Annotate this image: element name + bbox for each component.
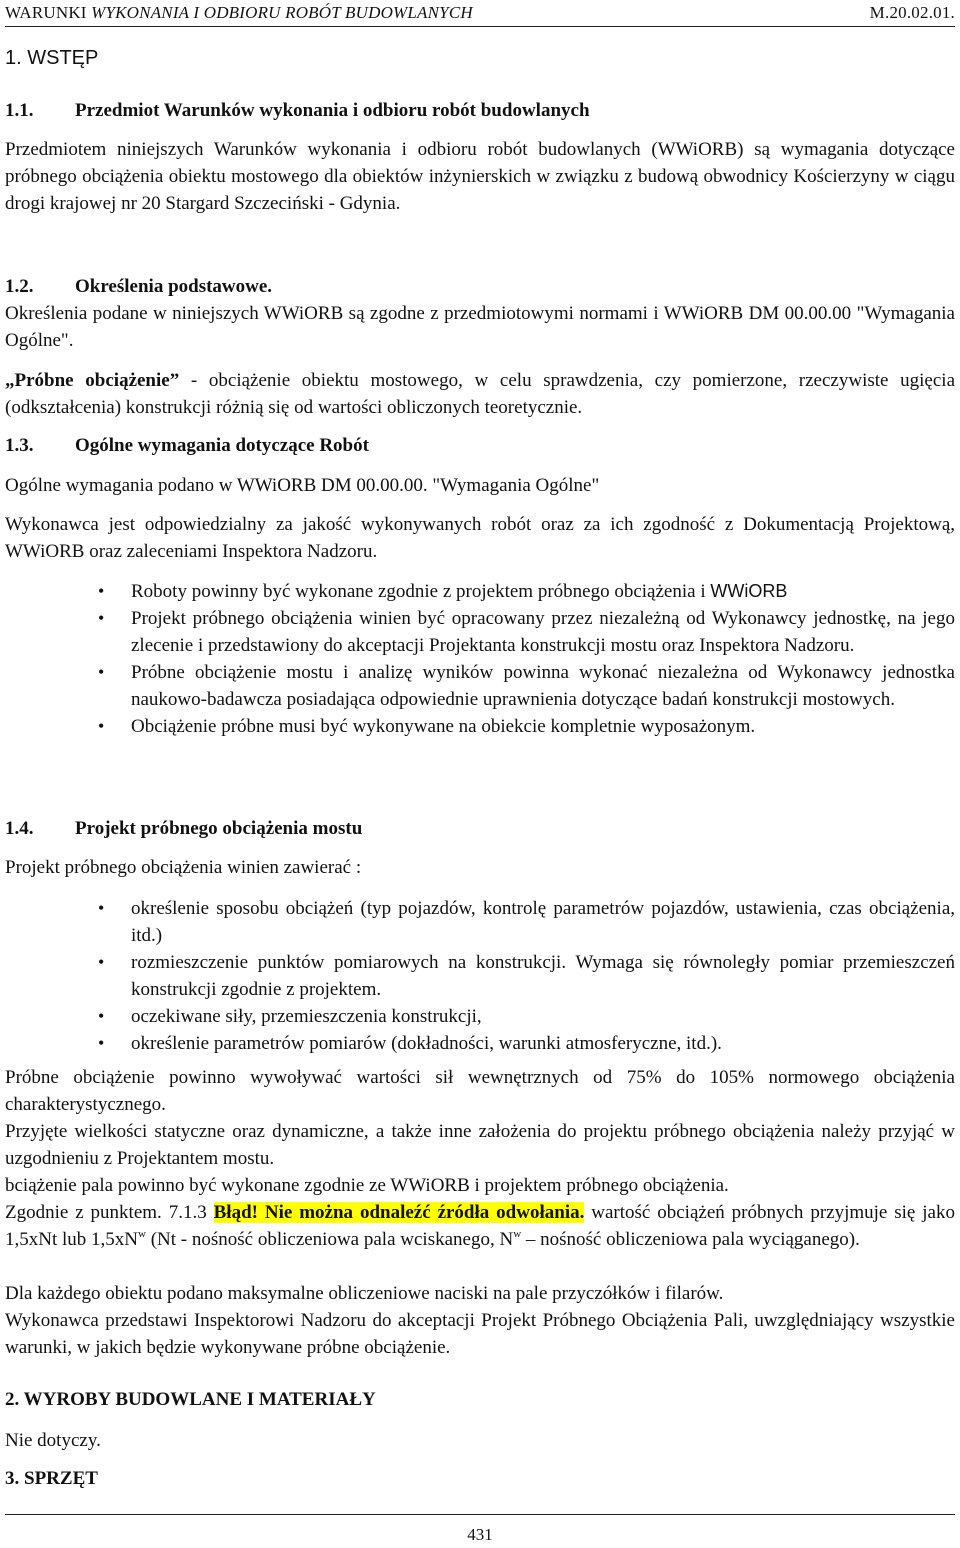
header-title	[5, 2, 473, 24]
paragraph-load-range: Próbne obciążenie powinno wywoływać wartości sił wewnętrznych od 75% do 105% normowego obciążenia charakterystycznego.	[5, 1067, 955, 1115]
definition-probne-obciazenie	[5, 367, 955, 421]
list-item: • określenie parametrów pomiarów (dokładności, warunki atmosferyczne, itd.).	[5, 1030, 955, 1057]
paragraph-max-loads: Dla każdego obiektu podano maksymalne obliczeniowe naciski na pale przyczółków i filarów.	[5, 1283, 724, 1304]
section-1-2-heading: 1.2. Określenia podstawowe.	[5, 276, 273, 297]
list-item: • Roboty powinny być wykonane zgodnie z projektem próbnego obciążenia i WWiORB	[5, 578, 955, 605]
paragraph-test-values: Zgodnie z punktem. 7.1.3 Błąd! Nie można odnaleźć źródła odwołania. wartość obciążeń próbnych przyjmuje się jako 1,5xNt lub $1,5xN^w$ (Nt - nośność obliczeniowa pala wciskanego, $N^w$ – nośność obliczeniowa pala wyciąganego).	[5, 1202, 955, 1250]
section-2-heading: 2. WYROBY BUDOWLANE I MATERIAŁY	[5, 1389, 376, 1410]
page-number: 431	[467, 1525, 493, 1544]
list-item: • oczekiwane siły, przemieszczenia konstrukcji,	[5, 1003, 955, 1030]
section-1-3-heading: 1.3. Ogólne wymagania dotyczące Robót	[5, 435, 369, 456]
section-1-4-intro: Projekt próbnego obciążenia winien zawierać :	[5, 857, 362, 878]
header-code: M.20.02.01.	[869, 3, 955, 22]
section-1-1-heading: 1.1. Przedmiot Warunków wykonania i odbioru robót budowlanych	[5, 100, 590, 121]
definition-text: - obciążenie obiektu mostowego, w celu sprawdzenia, czy pomierzone, rzeczywiste ugięcia (odkształcenia) konstrukcji różnią się od wartości obliczonych teoretycznie.	[5, 370, 955, 418]
section-1-4-heading: 1.4. Projekt próbnego obciążenia mostu	[5, 818, 363, 839]
header-divider	[5, 26, 955, 27]
header-title-plain: WARUNKI	[5, 3, 87, 22]
list-item: • rozmieszczenie punktów pomiarowych na konstrukcji. Wymaga się równoległy pomiar przemieszczeń konstrukcji zgodnie z projektem.	[5, 949, 955, 1003]
project-contents-list	[5, 895, 955, 1057]
section-1-heading: 1. WSTĘP	[5, 47, 99, 69]
list-item: • Projekt próbnego obciążenia winien być opracowany przez niezależną od Wykonawcy jednostkę, na jego zlecenie i przedstawiony do akceptacji Projektanta konstrukcji mostu oraz Inspektora Nadzoru.	[5, 605, 955, 659]
section-2-body: Nie dotyczy.	[5, 1430, 101, 1451]
paragraph-contractor-submission: Wykonawca przedstawi Inspektorowi Nadzoru do akceptacji Projekt Próbnego Obciążenia Pali, uwzględniający wszystkie warunki, w jakich będzie wykonywane próbne obciążenie.	[5, 1310, 955, 1358]
requirements-list	[5, 578, 955, 740]
footer-divider	[5, 1514, 955, 1515]
section-1-3-paragraph: Wykonawca jest odpowiedzialny za jakość wykonywanych robót oraz za ich zgodność z Dokumentacją Projektową, WWiORB oraz zaleceniami Inspektora Nadzoru.	[5, 514, 955, 562]
section-1-3-line: Ogólne wymagania podano w WWiORB DM 00.00.00. "Wymagania Ogólne"	[5, 475, 600, 496]
reference-error: Błąd! Nie można odnaleźć źródła odwołania.	[213, 1202, 585, 1223]
section-3-heading: 3. SPRZĘT	[5, 1468, 98, 1489]
section-1-2-body: Określenia podane w niniejszych WWiORB są zgodne z przedmiotowymi normami i WWiORB DM 00.00.00 "Wymagania Ogólne".	[5, 303, 955, 351]
definition-term: „Próbne obciążenie”	[5, 370, 180, 391]
list-item: • Próbne obciążenie mostu i analizę wyników powinna wykonać niezależna od Wykonawcy jednostka naukowo-badawcza posiadająca odpowiednie uprawnienia dotyczące badań konstrukcji mostowych.	[5, 659, 955, 713]
list-item: • określenie sposobu obciążeń (typ pojazdów, kontrolę parametrów pojazdów, ustawienia, czas obciążenia, itd.)	[5, 895, 955, 949]
paragraph-pile-load: bciążenie pala powinno być wykonane zgodnie ze WWiORB i projektem próbnego obciążenia.	[5, 1175, 729, 1196]
section-1-1-body: Przedmiotem niniejszych Warunków wykonania i odbioru robót budowlanych (WWiORB) są wymagania dotyczące próbnego obciążenia obiektu mostowego dla obiektów inżynierskich w związku z budową obwodnicy Kościerzyny w ciągu drogi krajowej nr 20 Stargard Szczeciński - Gdynia.	[5, 139, 955, 214]
header-title-italic: WYKONANIA I ODBIORU ROBÓT BUDOWLANYCH	[91, 3, 473, 22]
list-item: • Obciążenie próbne musi być wykonywane na obiekcie kompletnie wyposażonym.	[5, 713, 955, 740]
paragraph-assumptions: Przyjęte wielkości statyczne oraz dynamiczne, a także inne założenia do projektu próbnego obciążenia należy przyjąć w uzgodnieniu z Projektantem mostu.	[5, 1121, 955, 1169]
